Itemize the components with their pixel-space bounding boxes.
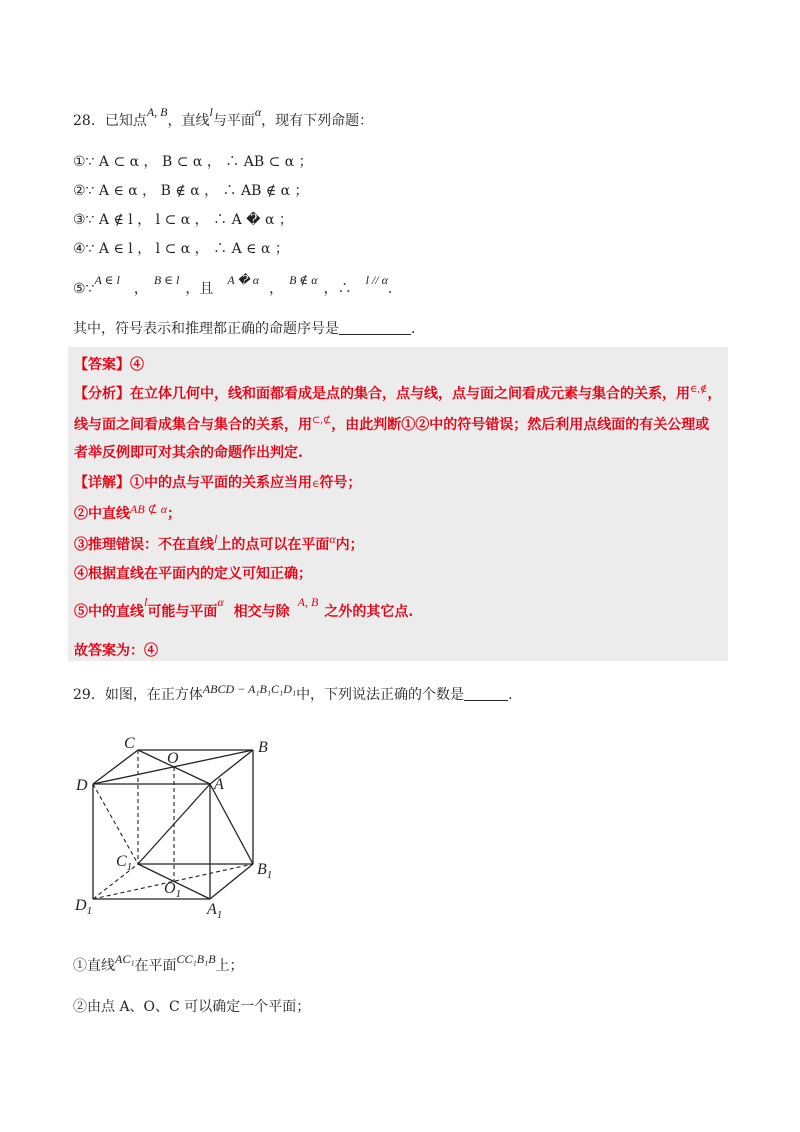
label-C1	[116, 853, 132, 873]
label-D1-main: D	[75, 897, 87, 914]
q29-item1-text-2: 在平面	[134, 958, 177, 974]
detail-text-5c: 相交与除	[233, 604, 290, 620]
label-B: B	[258, 739, 268, 756]
q28-intro-text-3: 与平面	[212, 113, 255, 129]
detail-line-5	[74, 595, 414, 621]
detail-text-5d: 之外的其它点.	[324, 604, 414, 620]
item5-math-4: B ∉ α	[289, 273, 318, 287]
line-l: l	[209, 105, 213, 119]
detail-text-3c: 内；	[335, 537, 364, 553]
label-C1-sub: 1	[126, 861, 133, 873]
label-O1-main: O	[164, 880, 176, 897]
q29-intro-text-2: 中，下列说法正确的个数是	[296, 687, 465, 703]
cube-name: ABCD − A₁B₁C₁D₁	[202, 682, 297, 696]
label-D: D	[76, 777, 88, 794]
analysis-text-1b: ，	[707, 386, 722, 402]
detail-text-5b: 可能与平面	[147, 604, 218, 620]
item5-text: ⑤∵	[73, 281, 95, 297]
label-D1	[74, 897, 92, 917]
detail-text-1: 【详解】①中的点与平面的关系应当用	[74, 475, 312, 491]
detail-math-5c: A, B	[297, 595, 319, 609]
detail-symbol: ∈	[312, 479, 320, 490]
question-text: 其中，符号表示和推理都正确的命题序号是	[73, 321, 339, 337]
analysis-symbol-1: ∈,∉	[690, 384, 708, 395]
item5-text-2: ，	[133, 281, 148, 297]
label-C1-main: C	[116, 853, 127, 870]
q28-item-5	[73, 273, 393, 298]
answer-blank-29	[464, 688, 508, 701]
item5-text-4: ，	[269, 281, 284, 297]
q28-item-4: ④∵ A ∈ l ， l ⊂ α ， ∴ A ∈ α ；	[73, 241, 289, 257]
detail-math-3: l	[214, 532, 218, 546]
plane-alpha: α	[254, 105, 262, 119]
item5-text-3: ，且	[185, 281, 214, 297]
label-A1	[206, 901, 222, 921]
q29-item1-math-1: AC₁	[115, 952, 135, 966]
detail-line-2	[74, 503, 181, 523]
seg-A-B1	[210, 784, 253, 864]
item5-math-2: B ∈ l	[153, 273, 180, 287]
analysis-text-1: 【分析】在立体几何中，线和面都看成是点的集合，点与线，点与面之间看成元素与集合的关系，用	[74, 386, 690, 402]
detail-text-3: ③推理错误：不在直线	[74, 537, 214, 553]
analysis-line-3: 者举反例即可对其余的命题作出判定.	[74, 445, 303, 461]
detail-math-5b: α	[217, 595, 224, 609]
label-O: O	[167, 750, 179, 767]
label-A: A	[214, 776, 224, 793]
label-B1-sub: 1	[266, 869, 273, 881]
q28-item-3: ③∵ A ∉ l ， l ⊂ α ， ∴ A � α ；	[73, 212, 293, 228]
analysis-text-2b: ，由此判断①②中的符号错误；然后利用点线面的有关公理或	[331, 417, 710, 433]
q29-item-1	[73, 952, 244, 975]
q28-item-1: ①∵ A ⊂ α ， B ⊂ α ， ∴ AB ⊂ α ；	[73, 154, 313, 170]
q28-item-2: ②∵ A ∈ α ， B ∉ α ， ∴ AB ∉ α ；	[73, 183, 309, 199]
detail-text-1b: 符号；	[319, 475, 362, 491]
q29-item1-math-2: CC₁B₁B	[176, 952, 216, 966]
q29-intro	[73, 684, 513, 704]
label-B1-main: B	[257, 861, 267, 878]
item5-text-6: .	[387, 281, 393, 297]
detail-math-5: l	[144, 595, 148, 609]
analysis-text-2: 线与面之间看成集合与集合的关系，用	[74, 417, 312, 433]
answer-label: 【答案】④	[74, 357, 144, 373]
label-A1-sub: 1	[216, 909, 223, 921]
analysis-symbol-2: ⊂,⊄	[312, 415, 332, 426]
label-C: C	[124, 735, 135, 752]
item5-math-5: l // α	[365, 273, 388, 287]
analysis-line-2	[74, 414, 709, 434]
detail-line-4: ④根据直线在平面内的定义可知正确；	[74, 566, 312, 582]
question-end: .	[411, 321, 416, 337]
points-ab: A, B	[146, 105, 168, 119]
final-answer: 故答案为：④	[74, 643, 158, 659]
q28-intro-text: 28．已知点	[73, 113, 147, 129]
item5-math-3: A � α	[227, 273, 260, 287]
q29-item1-text: ①直线	[73, 958, 115, 974]
detail-line-1	[74, 472, 361, 492]
q28-intro-text-2: ，直线	[167, 113, 210, 129]
item5-math-1: A ∈ l	[94, 273, 120, 287]
hidden-D-C1	[93, 784, 138, 864]
q29-intro-text: 29．如图，在正方体	[73, 687, 203, 703]
detail-math-2: AB ⊄ α	[130, 502, 168, 516]
answer-blank	[339, 322, 411, 335]
detail-line-3	[74, 534, 364, 554]
detail-text-5: ⑤中的直线	[74, 604, 144, 620]
q29-intro-end: .	[508, 687, 513, 703]
label-O1-sub: 1	[175, 888, 182, 900]
q28-intro	[73, 105, 374, 130]
cube-figure	[60, 725, 300, 925]
q29-item1-text-3: 上；	[215, 958, 244, 974]
detail-math-3b: α	[329, 532, 336, 546]
item5-text-5: ，∴	[323, 281, 352, 297]
q28-intro-text-4: ，现有下列命题：	[261, 113, 374, 129]
q28-question	[73, 318, 415, 338]
q29-item-2: ②由点 A、O、C 可以确定一个平面；	[73, 999, 311, 1015]
detail-text-2b: ；	[167, 506, 182, 522]
label-D1-sub: 1	[86, 905, 93, 917]
label-A1-main: A	[207, 901, 217, 918]
analysis-line-1	[74, 383, 721, 403]
detail-text-2: ②中直线	[74, 506, 130, 522]
detail-text-3b: 上的点可以在平面	[217, 537, 330, 553]
label-B1	[257, 861, 272, 881]
